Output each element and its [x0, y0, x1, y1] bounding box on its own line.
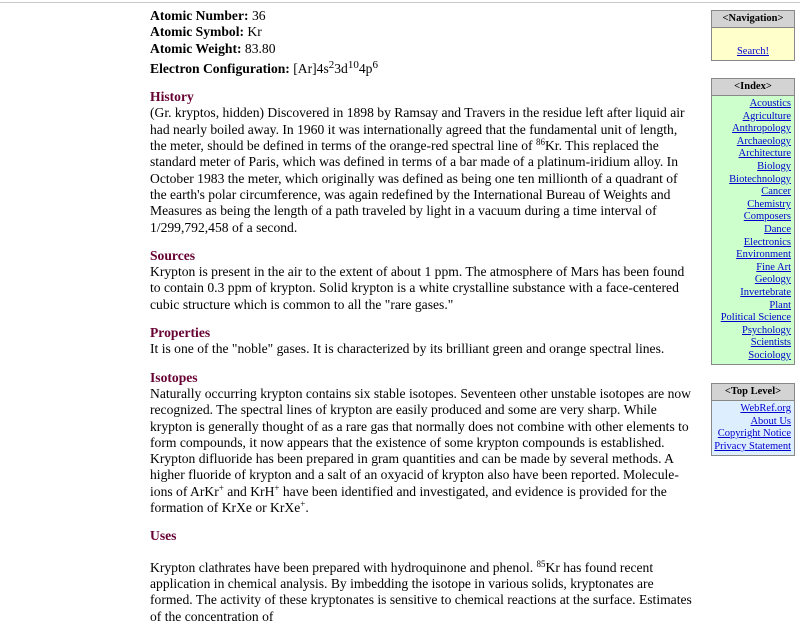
- uses-section: [150, 528, 695, 624]
- index-link-invertebrate[interactable]: Invertebrate: [740, 286, 791, 298]
- atomic-weight-label: Atomic Weight:: [150, 40, 242, 56]
- sources-text: Krypton is present in the air to the extent of about 1 ppm. The atmosphere of Mars has been found to contain 0.3 ppm of krypton. Solid krypton is a white crystalline substance with a face-centered cubic structure which is common to all the "rare gases.": [150, 264, 685, 312]
- isotopes-heading: Isotopes: [150, 369, 198, 385]
- sources-heading: Sources: [150, 247, 196, 263]
- index-link-environment[interactable]: Environment: [736, 249, 791, 261]
- navigation-body: [712, 28, 794, 60]
- top-link-copyright[interactable]: Copyright Notice: [717, 428, 791, 440]
- index-link-scientists[interactable]: Scientists: [750, 337, 791, 349]
- index-header: <Index>: [712, 79, 794, 96]
- navigation-box: [711, 10, 795, 61]
- top-link-about-us[interactable]: About Us: [750, 415, 791, 427]
- history-heading: History: [150, 89, 194, 105]
- index-link-geology[interactable]: Geology: [754, 274, 791, 286]
- atomic-number-label: Atomic Number:: [150, 8, 249, 23]
- top-level-header: <Top Level>: [712, 384, 794, 401]
- index-link-sociology[interactable]: Sociology: [748, 349, 791, 361]
- index-link-cancer[interactable]: Cancer: [761, 186, 791, 198]
- index-link-composers[interactable]: Composers: [743, 211, 791, 223]
- index-link-electronics[interactable]: Electronics: [743, 236, 791, 248]
- atomic-symbol-row: [150, 24, 695, 40]
- index-link-architecture[interactable]: Architecture: [738, 148, 791, 160]
- index-link-dance[interactable]: Dance: [764, 223, 791, 235]
- history-section: [150, 89, 695, 236]
- navigation-header: <Navigation>: [712, 11, 794, 28]
- properties-heading: Properties: [150, 325, 211, 341]
- atomic-number-row: [150, 8, 695, 24]
- properties-text: It is one of the "noble" gases. It is characterized by its brilliant green and orange spectral lines.: [150, 341, 665, 357]
- history-text: (Gr. kryptos, hidden) Discovered in 1898 by Ramsay and Travers in the residue left after liquid air had nearly boiled away. In 1960 it was internationally agreed that the fundamental unit of length, the meter, should be defined in terms of the orange-red spectral line of $^{86}$Kr. This replaced the standard meter of Paris, which was defined in terms of a bar made of a platinum-iridium alloy. In October 1983 the meter, which originally was defined as being one ten millionth of a quadrant of the earth's polar circumference, was again redefined by the International Bureau of Weights and Measures as being the length of a path traveled by light in a vacuum during a time interval of 1/299,792,458 of a second.: [150, 105, 685, 235]
- isotopes-section: [150, 370, 695, 517]
- top-level-box: [711, 383, 795, 456]
- index-link-fine-art[interactable]: Fine Art: [756, 261, 791, 273]
- atomic-number-value: 36: [251, 8, 266, 23]
- index-link-political-science[interactable]: Political Science: [720, 312, 791, 324]
- atomic-symbol-label: Atomic Symbol:: [150, 24, 245, 40]
- index-link-agriculture[interactable]: Agriculture: [742, 110, 791, 122]
- index-link-psychology[interactable]: Psychology: [741, 324, 791, 336]
- isotopes-text: Naturally occurring krypton contains six stable isotopes. Seventeen other unstable isotopes are now recognized. The spectral lines of krypton are easily produced and some are very sharp. While krypton is generally thought of as a rare gas that normally does not combine with other elements to form compounds, it now appears that the existence of some krypton compounds is established. Krypton difluoride has been prepared in gram quantities and can be made by several methods. A higher fluoride of krypton and a salt of an oxyacid of krypton also have been reported. Molecule-ions of ArKr+ and KrH+ have been identified and investigated, and evidence is provided for the formation of KrXe or KrXe+.: [150, 385, 691, 516]
- electron-configuration-value: $[Ar]4s^23d^{10}4p^6$: [293, 58, 378, 76]
- index-link-anthropology[interactable]: Anthropology: [732, 123, 791, 135]
- index-box: [711, 78, 795, 365]
- top-link-webref[interactable]: WebRef.org: [740, 403, 791, 414]
- index-link-archaeology[interactable]: Archaeology: [736, 135, 791, 147]
- top-level-links: [712, 401, 794, 455]
- article: [150, 8, 695, 625]
- electron-configuration-row: [150, 58, 695, 77]
- atomic-weight-value: 83.80: [244, 40, 276, 56]
- electron-configuration-label: Electron Configuration:: [150, 60, 290, 76]
- index-link-acoustics[interactable]: Acoustics: [749, 98, 791, 109]
- top-link-privacy[interactable]: Privacy Statement: [714, 440, 791, 452]
- index-link-chemistry[interactable]: Chemistry: [747, 198, 791, 210]
- uses-heading: Uses: [150, 528, 177, 544]
- properties-section: [150, 325, 695, 358]
- sources-section: [150, 248, 695, 313]
- index-links: [712, 96, 794, 364]
- search-link[interactable]: Search!: [736, 46, 770, 57]
- index-link-plant[interactable]: Plant: [769, 299, 791, 311]
- index-link-biotechnology[interactable]: Biotechnology: [729, 173, 791, 185]
- index-link-biology[interactable]: Biology: [757, 160, 791, 172]
- atomic-weight-row: [150, 41, 695, 57]
- atomic-symbol-value: Kr: [247, 24, 262, 40]
- top-divider: [0, 2, 800, 3]
- uses-text: Krypton clathrates have been prepared with hydroquinone and phenol. $^{85}$Kr has found recent application in chemical analysis. By imbedding the isotope in various solids, kryptonates are formed. The activity of these kryptonates is sensitive to chemical reactions at the surface. Estimates of the concentration of: [150, 558, 692, 624]
